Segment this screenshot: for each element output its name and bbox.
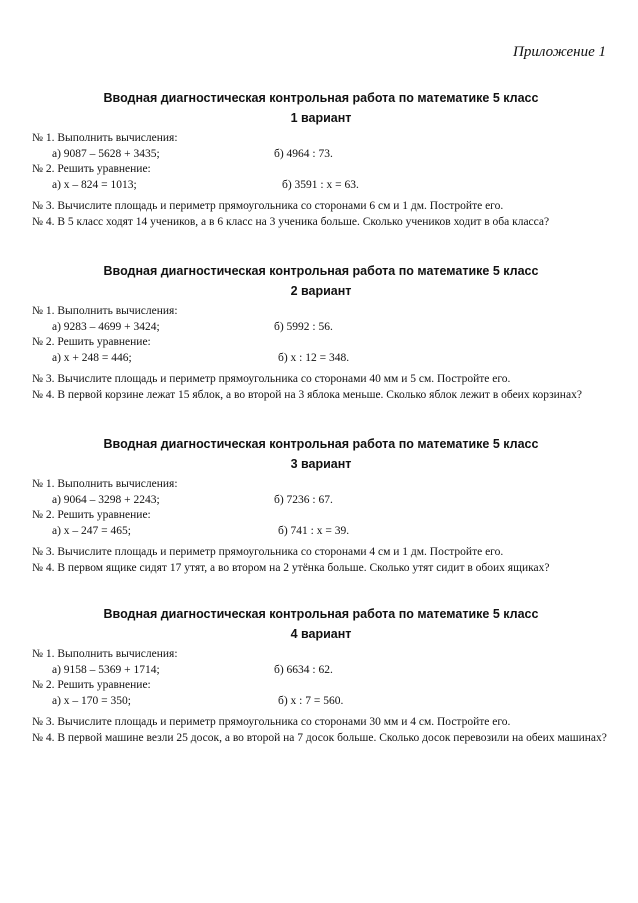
variant-3-task1-row bbox=[32, 493, 610, 509]
variant-2-heading bbox=[32, 261, 610, 301]
variant-1-number: 1 вариант bbox=[290, 111, 352, 125]
variant-1-block bbox=[32, 88, 610, 230]
variant-1-task1-a: а) 9087 – 5628 + 3435; bbox=[52, 147, 160, 160]
variant-2-task1-row bbox=[32, 320, 610, 336]
variant-2-task1-b: б) 5992 : 56. bbox=[274, 320, 333, 333]
variant-4-task2-label: № 2. Решить уравнение: bbox=[32, 679, 151, 691]
variant-4-task4: № 4. В первой машине везли 25 досок, а во второй на 7 досок больше. Сколько досок перевозили на обеих машинах? bbox=[32, 731, 607, 744]
variant-4-task3: № 3. Вычислите площадь и периметр прямоугольника со сторонами 30 мм и 4 см. Постройте его. bbox=[32, 716, 511, 728]
variant-3-task2-label: № 2. Решить уравнение: bbox=[32, 509, 151, 521]
variant-1-task4: № 4. В 5 класс ходят 14 учеников, а в 6 класс на 3 ученика больше. Сколько учеников ходит в оба класса? bbox=[32, 215, 550, 228]
variant-4-title: Вводная диагностическая контрольная работа по математике 5 класс bbox=[103, 607, 539, 621]
variant-4-heading bbox=[32, 604, 610, 644]
variant-1-task2-row bbox=[32, 178, 610, 194]
variant-1-task1-b: б) 4964 : 73. bbox=[274, 147, 333, 160]
variant-1-task3: № 3. Вычислите площадь и периметр прямоугольника со сторонами 6 см и 1 дм. Постройте его. bbox=[32, 200, 504, 212]
variant-1-task1-label: № 1. Выполнить вычисления: bbox=[32, 132, 178, 144]
variant-3-task4: № 4. В первом ящике сидят 17 утят, а во втором на 2 утёнка больше. Сколько утят сидит в обоих ящиках? bbox=[32, 561, 550, 574]
variant-4-task2-a: а) х – 170 = 350; bbox=[52, 694, 131, 707]
variant-1-heading bbox=[32, 88, 610, 128]
variant-2-task2-label: № 2. Решить уравнение: bbox=[32, 336, 151, 348]
variant-2-task1-label: № 1. Выполнить вычисления: bbox=[32, 305, 178, 317]
variant-3-title: Вводная диагностическая контрольная работа по математике 5 класс bbox=[103, 437, 539, 451]
variant-3-number: 3 вариант bbox=[290, 457, 352, 471]
variant-4-task1-a: а) 9158 – 5369 + 1714; bbox=[52, 663, 160, 676]
variant-4-task2-b: б) х : 7 = 560. bbox=[278, 694, 344, 707]
variant-3-task2-row bbox=[32, 524, 610, 540]
variant-1-title: Вводная диагностическая контрольная работа по математике 5 класс bbox=[103, 91, 539, 105]
variant-3-task1-a: а) 9064 – 3298 + 2243; bbox=[52, 493, 160, 506]
variant-2-task2-row bbox=[32, 351, 610, 367]
variant-2-task1-a: а) 9283 – 4699 + 3424; bbox=[52, 320, 160, 333]
appendix-label: Приложение 1 bbox=[513, 44, 606, 60]
variant-3-task1-label: № 1. Выполнить вычисления: bbox=[32, 478, 178, 490]
variant-3-heading bbox=[32, 434, 610, 474]
variant-3-task2-b: б) 741 : х = 39. bbox=[278, 524, 350, 537]
variant-2-task2-b: б) х : 12 = 348. bbox=[278, 351, 350, 364]
variant-2-block bbox=[32, 261, 610, 403]
variant-4-task1-b: б) 6634 : 62. bbox=[274, 663, 333, 676]
variant-3-task2-a: а) х – 247 = 465; bbox=[52, 524, 131, 537]
variant-3-block bbox=[32, 434, 610, 576]
variant-1-task2-label: № 2. Решить уравнение: bbox=[32, 163, 151, 175]
variant-1-task2-b: б) 3591 : х = 63. bbox=[282, 178, 359, 191]
variant-4-number: 4 вариант bbox=[290, 627, 352, 641]
variant-4-task1-row bbox=[32, 663, 610, 679]
variant-4-task2-row bbox=[32, 694, 610, 710]
variant-2-task4: № 4. В первой корзине лежат 15 яблок, а во второй на 3 яблока меньше. Сколько яблок лежит в обеих корзинах? bbox=[32, 388, 582, 401]
variant-1-task2-a: а) х – 824 = 1013; bbox=[52, 178, 137, 191]
variant-3-task3: № 3. Вычислите площадь и периметр прямоугольника со сторонами 4 см и 1 дм. Постройте его. bbox=[32, 546, 504, 558]
variant-4-task1-label: № 1. Выполнить вычисления: bbox=[32, 648, 178, 660]
variant-4-block bbox=[32, 604, 610, 746]
variant-2-task3: № 3. Вычислите площадь и периметр прямоугольника со сторонами 40 мм и 5 см. Постройте его. bbox=[32, 373, 511, 385]
variant-3-task1-b: б) 7236 : 67. bbox=[274, 493, 333, 506]
variant-2-task2-a: а) х + 248 = 446; bbox=[52, 351, 132, 364]
variant-1-task1-row bbox=[32, 147, 610, 163]
variant-2-title: Вводная диагностическая контрольная работа по математике 5 класс bbox=[103, 264, 539, 278]
variant-2-number: 2 вариант bbox=[290, 284, 352, 298]
